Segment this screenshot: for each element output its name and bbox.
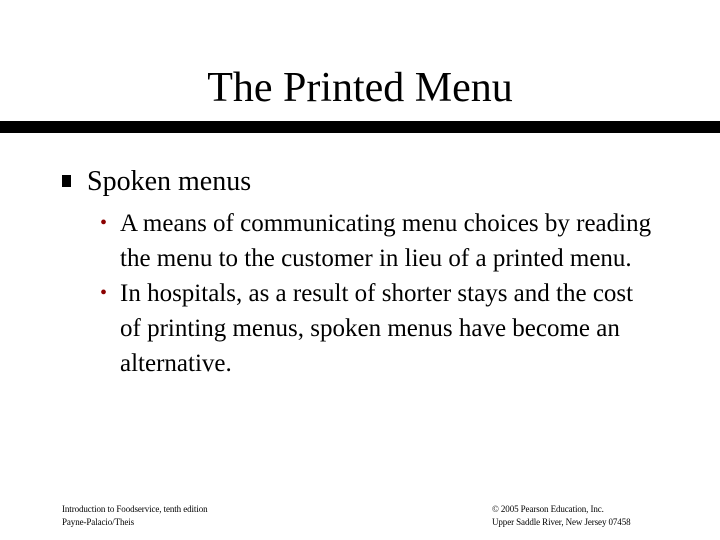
footer-right — [492, 503, 631, 529]
dot-bullet-icon: • — [100, 212, 108, 234]
footer-copyright: © 2005 Pearson Education, Inc. — [492, 504, 604, 514]
sub-bullet — [100, 206, 660, 276]
sub-bullet — [100, 276, 660, 381]
dot-bullet-icon: • — [100, 282, 108, 304]
footer-authors: Payne-Palacio/Theis — [62, 517, 135, 527]
footer-left — [62, 503, 208, 529]
square-bullet-icon — [62, 175, 71, 187]
main-bullet-text: Spoken menus — [87, 166, 252, 197]
sub-bullet-list — [100, 206, 660, 381]
footer-address: Upper Saddle River, New Jersey 07458 — [492, 517, 631, 527]
title-divider — [0, 121, 720, 133]
footer-book-title: Introduction to Foodservice, tenth edition — [62, 504, 208, 514]
sub-bullet-text: A means of communicating menu choices by reading the menu to the customer in lieu of a printed menu. — [120, 210, 652, 272]
slide-title: The Printed Menu — [207, 65, 513, 111]
sub-bullet-text: In hospitals, as a result of shorter stays and the cost of printing menus, spoken menus have become an alternative. — [120, 280, 634, 377]
main-bullet — [62, 164, 251, 200]
